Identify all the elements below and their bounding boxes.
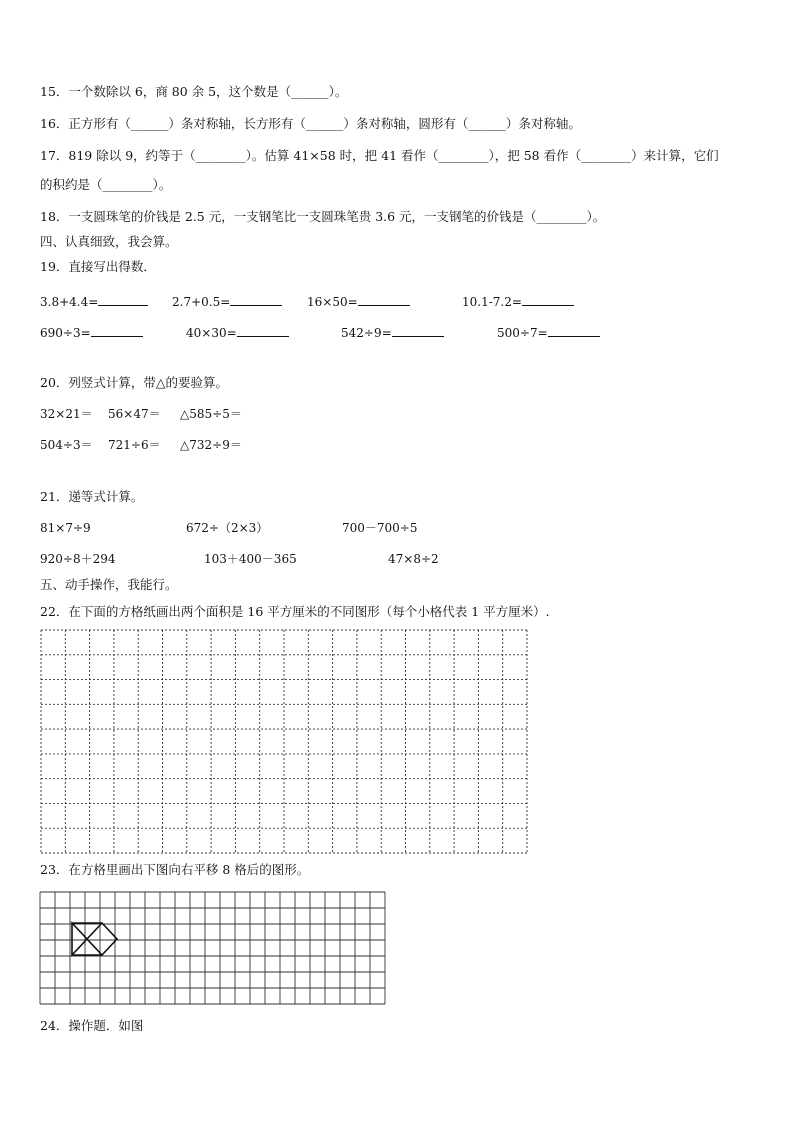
- translation-grid[interactable]: [38, 891, 388, 1008]
- question-20: 20．列竖式计算，带△的要验算。: [40, 375, 229, 390]
- question-24: 24．操作题．如图: [40, 1018, 144, 1033]
- q21-item-5: 103＋400－365: [204, 552, 297, 566]
- question-21: 21．递等式计算。: [40, 489, 144, 504]
- q21-item-3: 700－700÷5: [342, 521, 418, 535]
- question-16: 16．正方形有（______）条对称轴，长方形有（______）条对称轴，圆形有（______）条对称轴。: [40, 116, 581, 131]
- q20-item-4: 504÷3＝: [40, 438, 93, 452]
- answer-blank[interactable]: [98, 293, 148, 306]
- q21-item-2: 672÷（2×3）: [186, 521, 269, 535]
- answer-blank[interactable]: [91, 324, 143, 337]
- q19-item-4: 10.1-7.2=: [462, 293, 574, 310]
- answer-blank[interactable]: [237, 324, 289, 337]
- section-5-heading: 五、动手操作，我能行。: [40, 577, 178, 592]
- answer-blank[interactable]: [230, 293, 282, 306]
- q20-item-3: △585÷5＝: [180, 407, 242, 421]
- question-15: 15．一个数除以 6，商 80 余 5，这个数是（______）。: [40, 84, 348, 99]
- q19-item-5: 690÷3=: [40, 324, 143, 341]
- section-4-heading: 四、认真细致，我会算。: [40, 234, 178, 249]
- q19-item-1: 3.8+4.4=: [40, 293, 148, 310]
- q19-item-8: 500÷7=: [497, 324, 600, 341]
- q19-item-7: 542÷9=: [341, 324, 444, 341]
- question-18: 18．一支圆珠笔的价钱是 2.5 元，一支钢笔比一支圆珠笔贵 3.6 元，一支钢笔的价钱是（________）。: [40, 209, 606, 224]
- q21-item-1: 81×7÷9: [40, 521, 91, 535]
- question-17-line1: 17．819 除以 9，约等于（________）。估算 41×58 时，把 41 看作（________），把 58 看作（________）来计算，它们: [40, 148, 719, 163]
- q19-item-2: 2.7+0.5=: [172, 293, 282, 310]
- original-shape: [72, 923, 117, 955]
- q20-item-5: 721÷6＝: [108, 438, 161, 452]
- question-23: 23．在方格里画出下图向右平移 8 格后的图形。: [40, 862, 310, 877]
- answer-blank[interactable]: [522, 293, 574, 306]
- q20-item-6: △732÷9＝: [180, 438, 242, 452]
- q20-item-2: 56×47＝: [108, 407, 161, 421]
- q21-item-4: 920÷8＋294: [40, 552, 116, 566]
- answer-blank[interactable]: [392, 324, 444, 337]
- answer-blank[interactable]: [548, 324, 600, 337]
- question-19: 19．直接写出得数．: [40, 259, 156, 274]
- question-17-line2: 的积约是（________）。: [40, 177, 172, 192]
- q19-item-3: 16×50=: [307, 293, 410, 310]
- dashed-grid-paper[interactable]: [40, 629, 528, 854]
- answer-blank[interactable]: [358, 293, 410, 306]
- question-22: 22．在下面的方格纸画出两个面积是 16 平方厘米的不同图形（每个小格代表 1 平方厘米）.: [40, 604, 550, 619]
- shape-diamond: [87, 923, 117, 955]
- q19-item-6: 40×30=: [186, 324, 289, 341]
- q21-item-6: 47×8÷2: [388, 552, 439, 566]
- q20-item-1: 32×21＝: [40, 407, 93, 421]
